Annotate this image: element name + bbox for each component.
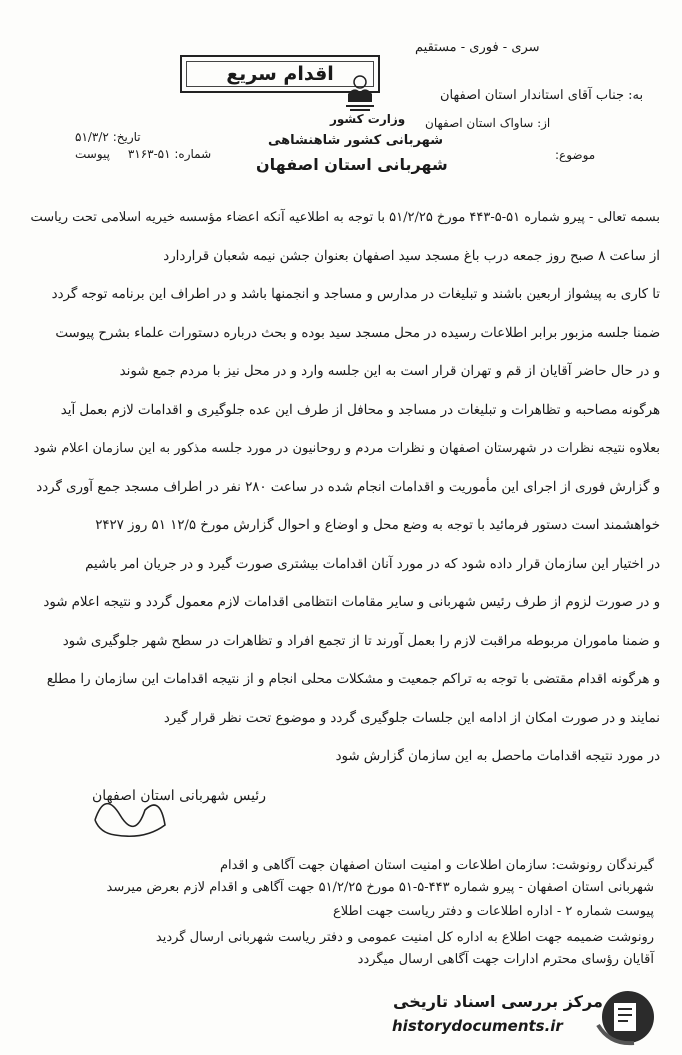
date-value: ۵۱/۳/۲	[75, 130, 109, 144]
attachment-label: پیوست	[75, 147, 110, 161]
date-label: تاریخ	[116, 130, 141, 144]
body-line: هرگونه مصاحبه و تظاهرات و تبلیغات در مساجد و محافل از طرف این عده جلوگیری و اقدامات لازم بعمل آید	[60, 402, 660, 418]
subject-label: موضوع:	[555, 148, 596, 162]
signature-scribble-icon	[85, 785, 175, 845]
classification-note: سری - فوری - مستقیم	[415, 40, 540, 55]
footer-line: رونوشت ضمیمه جهت اطلاع به اداره کل امنیت عمومی و دفتر ریاست شهربانی ارسال گردید	[155, 930, 654, 945]
number-value: ۵۱-۳۱۶۳	[127, 147, 171, 161]
footer-line: گیرندگان رونوشت: سازمان اطلاعات و امنیت استان اصفهان جهت آگاهی و اقدام	[219, 858, 654, 873]
police-province-line: شهربانی استان اصفهان	[256, 155, 448, 174]
body-line: خواهشمند است دستور فرمائید با توجه به وضع محل و اوضاع و احوال گزارش مورخ ۱۲/۵ ۵۱ روز ۲۴۲۷	[95, 518, 660, 533]
body-line: و ضمنا ماموران مربوطه مراقبت لازم را بعمل آورند تا از تجمع افراد و تظاهرات در سطح شهر جلوگیری شود	[62, 633, 660, 649]
lion-and-sun-emblem-icon	[342, 72, 378, 112]
recipient-line: به: جناب آقای استاندار استان اصفهان	[440, 88, 644, 103]
body-line: و در صورت لزوم از طرف رئیس شهربانی و سایر مقامات انتظامی اقدامات لازم معمول گردد و نتیجه اعلام شود	[43, 595, 660, 610]
sender-line: از: ساواک استان اصفهان	[425, 116, 551, 130]
body-line: در مورد نتیجه اقدامات ماحصل به این سازمان گزارش شود	[335, 749, 660, 764]
police-line: شهربانی کشور شاهنشاهی	[268, 133, 443, 148]
number-label: شماره	[178, 147, 212, 161]
signature-name: رئیس شهربانی استان اصفهان	[92, 788, 266, 804]
footer-line: پیوست شماره ۲ - اداره اطلاعات و دفتر ریاست جهت اطلاع	[332, 904, 654, 919]
body-line: در اختیار این سازمان قرار داده شود که در مورد آنان اقدامات بیشتری صورت گیرد و در جریان امر باشیم	[85, 556, 660, 572]
body-line: و در حال حاضر آقایان از قم و تهران قرار است به این جلسه وارد و در محل نیز با مردم جمع شوند	[119, 364, 660, 379]
body-line: بسمه تعالی - پیرو شماره ۵۱-۵-۴۴۳ مورخ ۵۱/۲/۲۵ با توجه به اطلاعیه آنکه اعضاء مؤسسه خیریه اسلامی تحت ریاست	[30, 210, 660, 225]
number-field: شماره: ۵۱-۳۱۶۳ پیوست	[75, 147, 212, 161]
body-line: نمایند و در صورت امکان از ادامه این جلسات جلوگیری گردد و موضوع تحت نظر قرار گیرد	[163, 710, 660, 726]
ministry-label: وزارت کشور	[330, 112, 406, 126]
footer-line: شهربانی استان اصفهان - پیرو شماره ۴۴۳-۵-۵۱ مورخ ۵۱/۲/۲۵ جهت آگاهی و اقدام لازم بعرض میرسد	[106, 880, 654, 895]
footer-line: آقایان رؤسای محترم ادارات جهت آگاهی ارسال میگردد	[357, 952, 654, 967]
body-line: ضمنا جلسه مزبور برابر اطلاعات رسیده در محل مسجد سید بوده و بحث درباره دستورات علماء بشرح پیوست	[55, 325, 660, 341]
urgent-stamp-text: اقدام سریع	[226, 63, 334, 85]
date-field: تاریخ: ۵۱/۳/۲	[75, 130, 141, 144]
body-line: از ساعت ۸ صبح روز جمعه درب باغ مسجد سید اصفهان بعنوان جشن نیمه شعبان قراردارد	[163, 248, 660, 264]
archive-name: مرکز بررسی اسناد تاریخی	[393, 992, 603, 1011]
body-line: تا کاری به پیشواز اربعین باشند و تبلیغات در مدارس و مساجد و انجمنها باشد و در اطراف این برنامه توجه گردد	[51, 287, 660, 302]
archive-url: historydocuments.ir	[392, 1017, 563, 1035]
body-line: بعلاوه نتیجه نظرات در شهرستان اصفهان و نظرات مردم و روحانیون در مورد جلسه مذکور به این سازمان اعلام شود	[33, 441, 660, 456]
body-line: و هرگونه اقدام مقتضی با توجه به تراکم جمعیت و مشکلات محلی انجام و از نتیجه اقدامات این سازمان را مطلع	[46, 672, 660, 687]
body-line: و گزارش فوری از اجرای این مأموریت و اقدامات انجام شده در ساعت ۲۸۰ نفر در اطراف مسجد جمع آوری گردد	[36, 479, 660, 495]
